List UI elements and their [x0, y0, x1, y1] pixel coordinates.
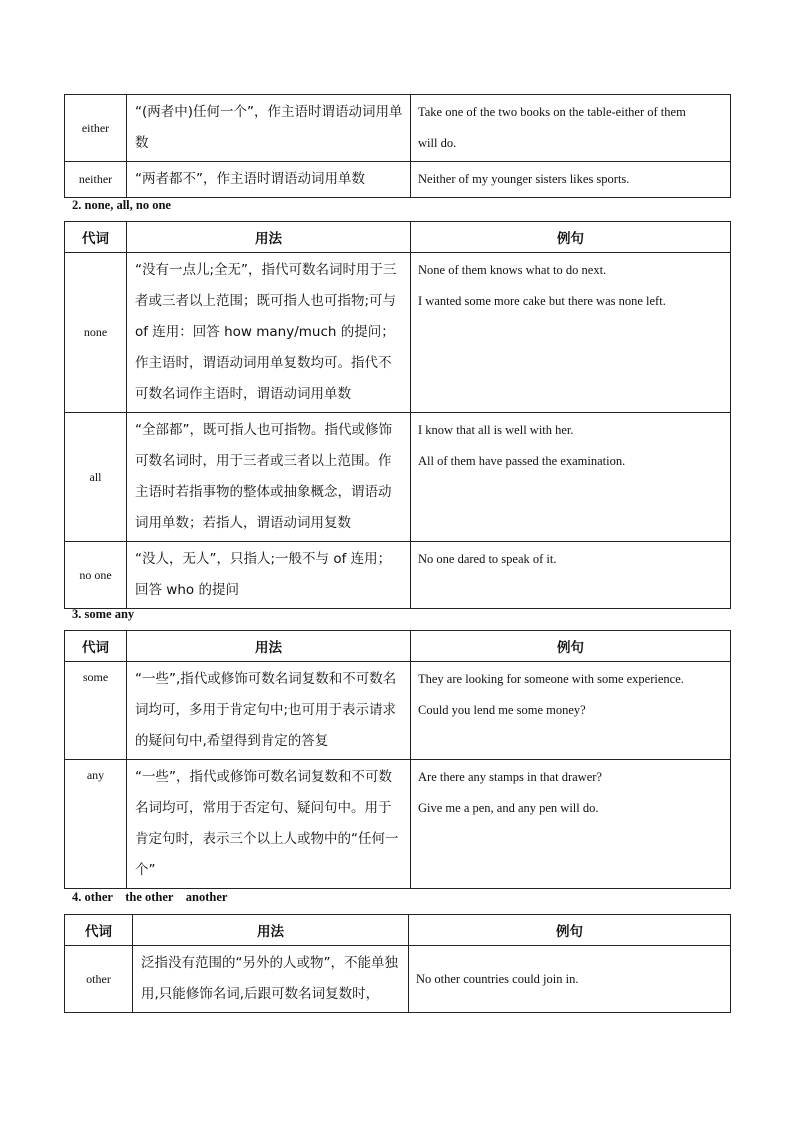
section-heading: 3. some any	[72, 607, 135, 621]
example-cell	[411, 662, 731, 760]
column-header-pronoun: 代词	[65, 222, 127, 253]
pronoun-cell: no one	[65, 542, 127, 609]
table-row	[65, 760, 731, 889]
usage-cell: “没有一点儿;全无”，指代可数名词时用于三者或三者以上范围；既可指人也可指物;可与 of 连用：回答 how many/much 的提问；作主语时，谓语动词用单复数均可。指代不可数名词作主语时，谓语动词用单数	[127, 253, 411, 413]
usage-cell: “一些”，指代或修饰可数名词复数和不可数名词均可，常用于否定句、疑问句中。用于肯定句时，表示三个以上人或物中的“任何一个”	[127, 760, 411, 889]
example-sentence: All of them have passed the examination.	[418, 454, 626, 468]
table-none-all-noone	[64, 221, 730, 609]
example-cell	[411, 95, 731, 162]
pronoun-cell: all	[65, 413, 127, 542]
table-some-any	[64, 630, 730, 889]
table-header-row	[65, 222, 731, 253]
pronoun-cell: any	[65, 760, 127, 889]
example-sentence: I know that all is well with her.	[418, 423, 574, 437]
column-header-pronoun: 代词	[65, 631, 127, 662]
example-sentence: No other countries could join in.	[416, 971, 579, 986]
example-cell	[411, 413, 731, 542]
column-header-example: 例句	[409, 915, 731, 946]
column-header-pronoun: 代词	[65, 915, 133, 946]
usage-cell: “全部都”，既可指人也可指物。指代或修饰可数名词时，用于三者或三者以上范围。作主语时若指事物的整体或抽象概念，谓语动词用单数；若指人，谓语动词用复数	[127, 413, 411, 542]
pronoun-cell: some	[65, 662, 127, 760]
example-sentence: None of them knows what to do next.	[418, 263, 607, 277]
table-header-row	[65, 631, 731, 662]
section-heading: 4. other the other another	[72, 890, 228, 904]
table-row	[65, 253, 731, 413]
usage-cell: “一些”,指代或修饰可数名词复数和不可数名词均可，多用于肯定句中;也可用于表示请求的疑问句中,希望得到肯定的答复	[127, 662, 411, 760]
table-row	[65, 662, 731, 760]
usage-cell: “没人，无人”，只指人;一般不与 of 连用；回答 who 的提问	[127, 542, 411, 609]
table-row	[65, 413, 731, 542]
column-header-example: 例句	[411, 222, 731, 253]
column-header-usage: 用法	[127, 222, 411, 253]
table-row	[65, 946, 731, 1013]
example-sentence: Give me a pen, and any pen will do.	[418, 801, 599, 815]
usage-cell: “两者都不”，作主语时谓语动词用单数	[127, 162, 411, 198]
table-other-another	[64, 914, 730, 1013]
column-header-example: 例句	[411, 631, 731, 662]
example-sentence: No one dared to speak of it.	[418, 552, 557, 566]
example-sentence: Neither of my younger sisters likes sports.	[418, 172, 630, 186]
table-row	[65, 542, 731, 609]
column-header-usage: 用法	[127, 631, 411, 662]
example-sentence: Are there any stamps in that drawer?	[418, 770, 602, 784]
table-row	[65, 95, 731, 162]
pronoun-cell: either	[65, 95, 127, 162]
table-pronouns-either-neither	[64, 94, 730, 198]
example-sentence: I wanted some more cake but there was none left.	[418, 294, 666, 308]
table-header-row	[65, 915, 731, 946]
column-header-usage: 用法	[133, 915, 409, 946]
table-row	[65, 162, 731, 198]
usage-cell: “(两者中)任何一个”，作主语时谓语动词用单数	[127, 95, 411, 162]
example-sentence: will do.	[418, 136, 457, 150]
example-cell	[411, 162, 731, 198]
section-heading: 2. none, all, no one	[72, 198, 171, 212]
example-sentence: They are looking for someone with some experience.	[418, 672, 684, 686]
example-cell	[411, 760, 731, 889]
pronoun-cell: other	[65, 946, 133, 1013]
example-sentence: Take one of the two books on the table-either of them	[418, 105, 686, 119]
example-cell	[411, 542, 731, 609]
example-sentence: Could you lend me some money?	[418, 703, 586, 717]
pronoun-cell: none	[65, 253, 127, 413]
example-cell	[411, 253, 731, 413]
example-cell	[409, 946, 731, 1013]
pronoun-cell: neither	[65, 162, 127, 198]
usage-cell: 泛指没有范围的“另外的人或物”，不能单独用,只能修饰名词,后跟可数名词复数时，	[133, 946, 409, 1013]
